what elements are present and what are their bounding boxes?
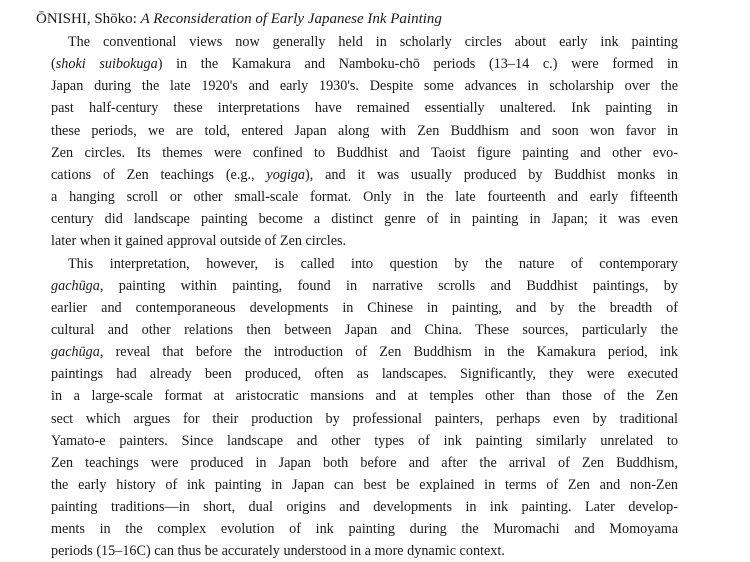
paragraph-2-line [51,540,678,562]
paragraph-1-line [51,164,678,186]
text-run: , reveal that before the introduction of Zen Buddhism in the Kamakura period, ink [99,344,678,361]
text-run: Yamato-e painters. Since landscape and other types of ink painting similarly unrelated to [51,432,678,449]
text-run: sect which argues for their production by professional painters, perhaps even by traditional [51,410,678,427]
paragraph-1-line [51,53,678,75]
paragraph-1-line [51,186,678,208]
text-run: The conventional views now generally held in scholarly circles about early ink painting [68,34,678,50]
paragraph-1-line [68,31,678,53]
italic-term: gachūga [51,277,100,294]
text-run: Zen circles. Its themes were confined to Buddhist and Taoist figure painting and other evo- [51,144,678,161]
article-title: A Reconsideration of Early Japanese Ink Painting [140,11,442,27]
text-run: ) in the Kamakura and Namboku-chō periods (13–14 c.) were formed in [157,56,678,73]
author-name: ŌNISHI, Shōko [36,11,133,27]
paragraph-2-line [51,474,678,496]
paragraph-2-line [51,363,678,385]
paragraph-2-line [51,496,678,518]
text-run: the early history of ink painting in Japan can best be explained in terms of Zen and non-Zen [51,477,678,493]
article-heading [36,8,736,30]
text-run: these periods, we are told, entered Japan along with Zen Buddhism and soon won favor in [51,122,678,139]
text-run: past half-century these interpretations have remained essentially unaltered. Ink painting in [51,100,678,117]
paragraph-1-line [51,120,678,142]
text-run: cations of Zen teachings (e.g., [51,166,267,183]
italic-term: gachūga [51,344,100,361]
text-run: ( [51,56,56,73]
text-run: earlier and contemporaneous developments in Chinese in painting, and by the breadth of [51,299,678,316]
paragraph-2-line [51,275,678,297]
paragraph-2-line [51,430,678,452]
text-run: ments in the complex evolution of ink painting during the Muromachi and Momoyama [51,521,678,538]
text-run: ), and it was usually produced by Buddhist monks in [305,166,678,183]
paragraph-2-line [51,518,678,540]
paragraph-2-line [51,319,678,341]
paragraph-2-line [51,385,678,407]
paragraph-1-line [51,230,678,252]
text-run: periods (15–16C) can thus be accurately understood in a more dynamic context. [51,543,505,560]
text-run: paintings had already been produced, often as landscapes. Significantly, they were executed [51,366,678,383]
text-run: cultural and other relations then between Japan and China. These sources, particularly the [51,321,678,338]
paragraph-2-line [51,341,678,363]
text-run: , painting within painting, found in narrative scrolls and Buddhist paintings, by [99,277,678,294]
paragraph-1-line [51,97,678,119]
text-run: Zen teachings were produced in Japan both before and after the arrival of Zen Buddhism, [51,454,678,471]
text-run: painting traditions—in short, dual origins and developments in ink painting. Later develop- [51,499,678,516]
text-run: Japan during the late 1920's and early 1930's. Despite some advances in scholarship over the [51,78,678,95]
paragraph-2-line [68,253,678,275]
text-run: later when it gained approval outside of Zen circles. [51,233,347,250]
italic-term: shoki suibokuga [55,56,158,73]
paragraph-2-line [51,297,678,319]
text-run: in a large-scale format at aristocratic mansions and at temples other than those of the Zen [51,388,678,405]
paragraph-1-line [51,75,678,97]
paragraph-2-line [51,408,678,430]
text-run: a hanging scroll or other small-scale format. Only in the late fourteenth and early fifteenth [51,189,678,206]
text-run: century did landscape painting become a distinct genre of in painting in Japan; it was even [51,211,678,228]
text-run: This interpretation, however, is called into question by the nature of contemporary [68,255,678,272]
italic-term: yogiga [266,166,306,183]
heading-separator: : [132,11,137,27]
paragraph-1-line [51,142,678,164]
paragraph-2-line [51,452,678,474]
paragraph-1-line [51,208,678,230]
